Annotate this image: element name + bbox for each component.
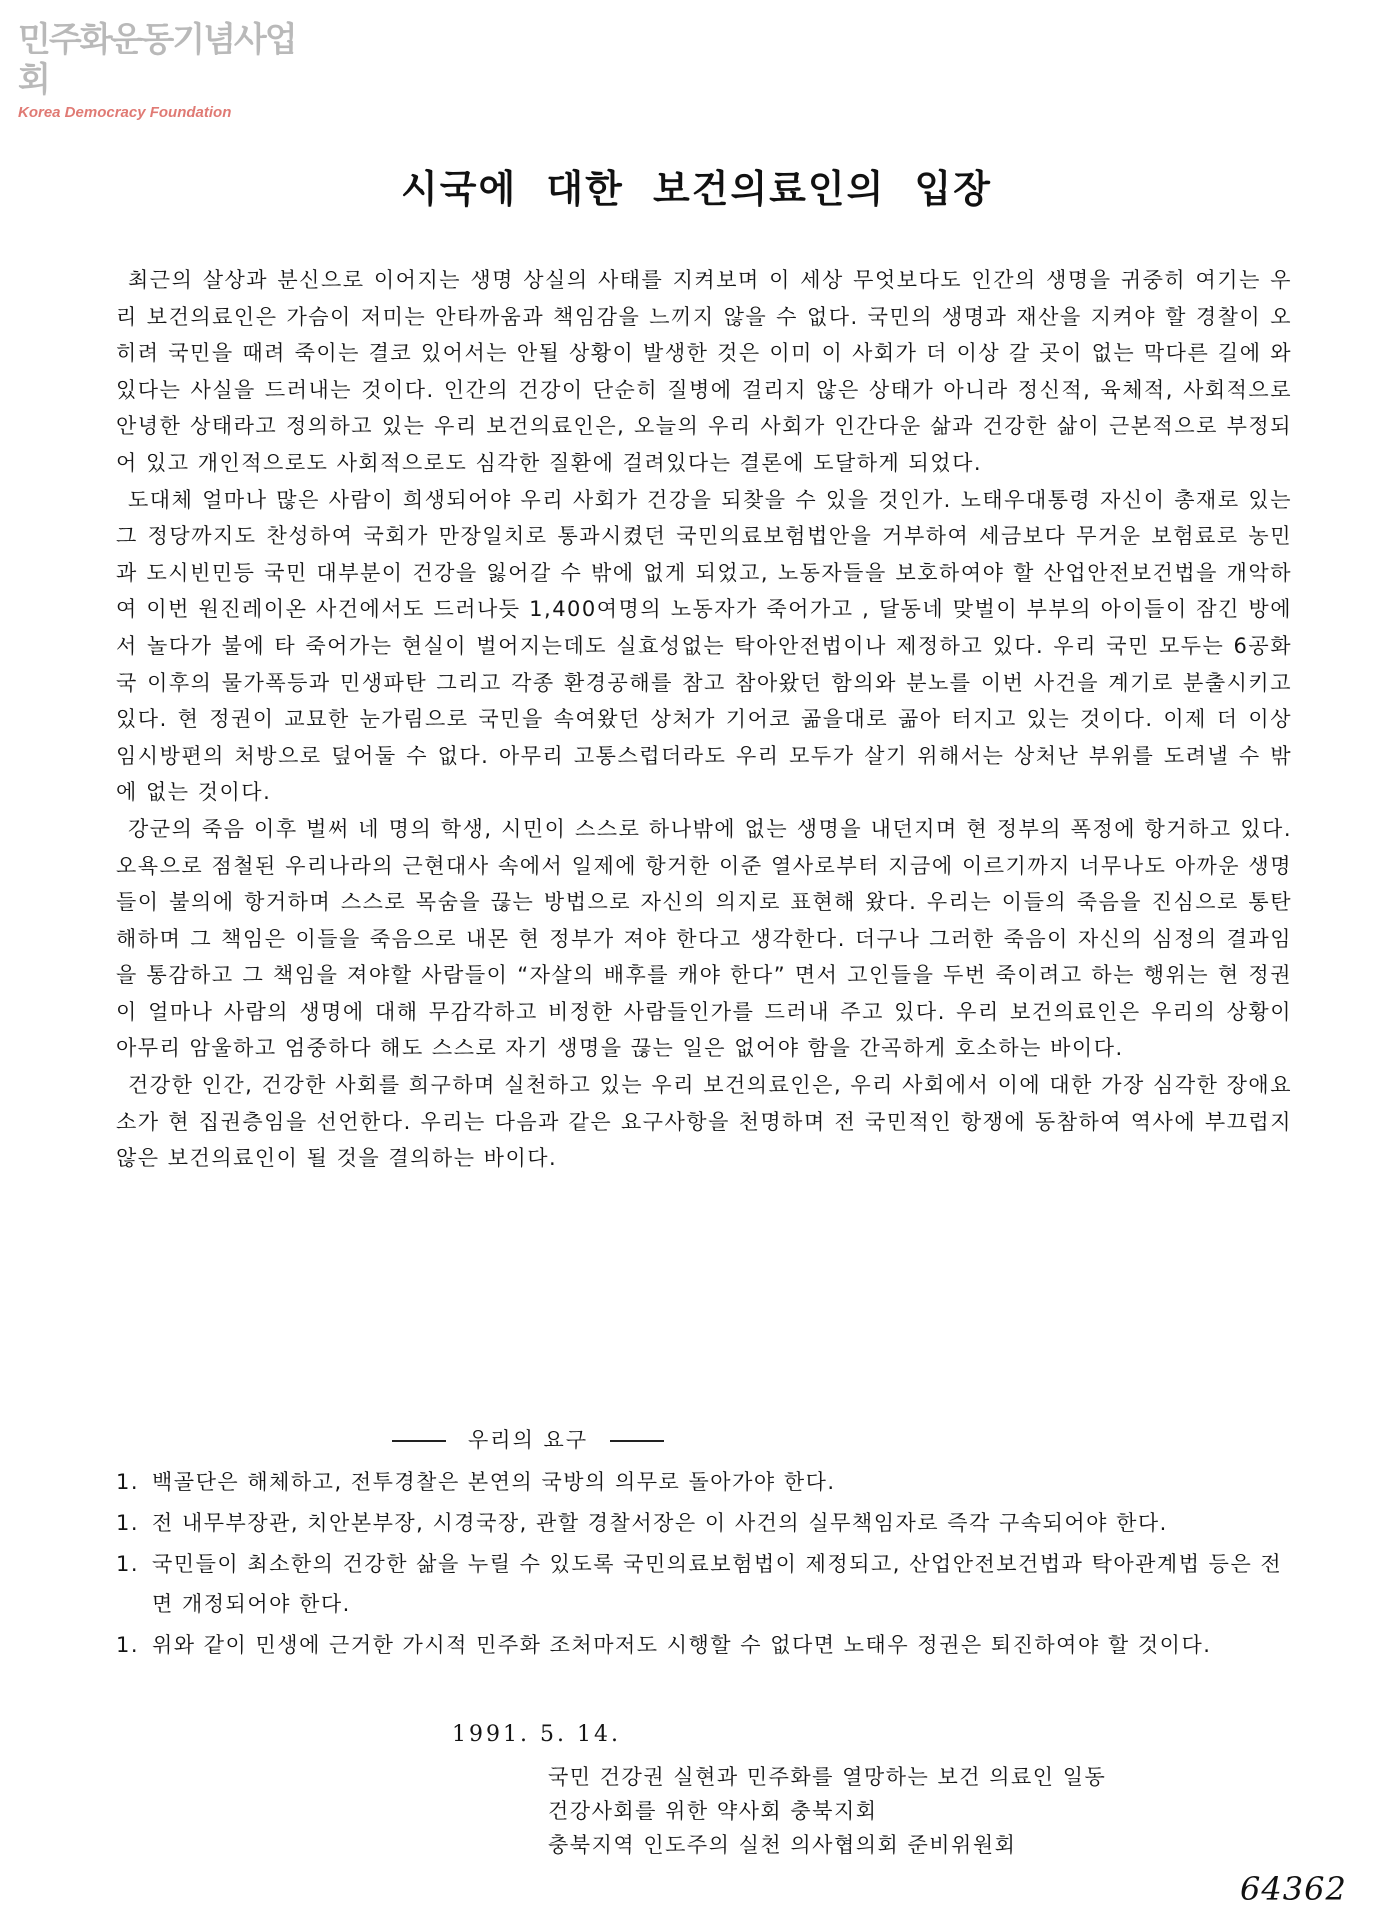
demands-heading-label: 우리의 요구 — [468, 1428, 589, 1452]
demand-item — [116, 1462, 1296, 1502]
demands-list — [116, 1462, 1296, 1666]
heading-dash-right — [610, 1440, 664, 1442]
watermark-org-english: Korea Democracy Foundation — [18, 104, 232, 121]
demand-number: 1. — [116, 1470, 140, 1494]
paragraph-1: 최근의 살상과 분신으로 이어지는 생명 상실의 사태를 지켜보며 이 세상 무엇보다도 인간의 생명을 귀중히 여기는 우리 보건의료인은 가슴이 저미는 안타까움과 책임감을 느끼지 않을 수 없다. 국민의 생명과 재산을 지켜야 할 경찰이 오히려 국민을 때려 죽이는 결코 있어서는 안될 상황이 발생한 것은 이미 이 사회가 더 이상 갈 곳이 없는 막다른 길에 와 있다는 사실을 드러내는 것이다. 인간의 건강이 단순히 질병에 걸리지 않은 상태가 아니라 정신적, 육체적, 사회적으로 안녕한 상태라고 정의하고 있는 우리 보건의료인은, 오늘의 우리 사회가 인간다운 삶과 건강한 삶이 근본적으로 부정되어 있고 개인적으로도 사회적으로도 심각한 질환에 걸려있다는 결론에 도달하게 되었다. — [116, 268, 1292, 475]
heading-dash-left — [392, 1440, 446, 1442]
paragraph-2: 도대체 얼마나 많은 사람이 희생되어야 우리 사회가 건강을 되찾을 수 있을 것인가. 노태우대통령 자신이 총재로 있는 그 정당까지도 찬성하여 국회가 만장일치로 통과시켰던 국민의료보험법안을 거부하여 세금보다 무거운 보험료로 농민과 도시빈민등 국민 대부분이 건강을 잃어갈 수 밖에 없게 되었고, 노동자들을 보호하여야 할 산업안전보건법을 개악하여 이번 원진레이온 사건에서도 드러나듯 1,400여명의 노동자가 죽어가고 , 달동네 맞벌이 부부의 아이들이 잠긴 방에서 놀다가 불에 타 죽어가는 현실이 벌어지는데도 실효성없는 탁아안전법이나 제정하고 있다. 우리 국민 모두는 6공화국 이후의 물가폭등과 민생파탄 그리고 각종 환경공해를 참고 참아왔던 함의와 분노를 이번 사건을 계기로 분출시키고 있다. 현 정권이 교묘한 눈가림으로 국민을 속여왔던 상처가 기어코 곪을대로 곪아 터지고 있는 것이다. 이제 더 이상 임시방편의 처방으로 덮어둘 수 없다. 아무리 고통스럽더라도 우리 모두가 살기 위해서는 상처난 부위를 도려낼 수 밖에 없는 것이다. — [116, 487, 1292, 805]
demand-text: 국민들이 최소한의 건강한 삶을 누릴 수 있도록 국민의료보험법이 제정되고, 산업안전보건법과 탁아관계법 등은 전면 개정되어야 한다. — [152, 1552, 1283, 1616]
demand-number: 1. — [116, 1511, 140, 1535]
signer-line: 건강사회를 위한 약사회 충북지회 — [548, 1799, 878, 1823]
archive-number: 64362 — [1240, 1870, 1347, 1908]
demand-item — [116, 1625, 1296, 1665]
demand-text: 위와 같이 민생에 근거한 가시적 민주화 조처마저도 시행할 수 없다면 노태우 정권은 퇴진하여야 할 것이다. — [152, 1633, 1212, 1657]
document-date: 1991. 5. 14. — [452, 1722, 621, 1747]
demand-item — [116, 1503, 1296, 1543]
signers-block — [548, 1760, 1106, 1862]
demand-number: 1. — [116, 1633, 140, 1657]
demand-text: 전 내무부장관, 치안본부장, 시경국장, 관할 경찰서장은 이 사건의 실무책임자로 즉각 구속되어야 한다. — [152, 1511, 1168, 1535]
watermark-logo — [18, 20, 318, 122]
watermark-org-korean: 민주화운동기념사업회 — [18, 20, 296, 100]
demand-item — [116, 1544, 1296, 1624]
demand-text: 백골단은 해체하고, 전투경찰은 본연의 국방의 의무로 돌아가야 한다. — [152, 1470, 836, 1494]
document-body — [116, 262, 1292, 1177]
paragraph-3: 강군의 죽음 이후 벌써 네 명의 학생, 시민이 스스로 하나밖에 없는 생명을 내던지며 현 정부의 폭정에 항거하고 있다. 오욕으로 점철된 우리나라의 근현대사 속에서 일제에 항거한 이준 열사로부터 지금에 이르기까지 너무나도 아까운 생명들이 불의에 항거하며 스스로 목숨을 끊는 방법으로 자신의 의지로 표현해 왔다. 우리는 이들의 죽음을 진심으로 통탄해하며 그 책임은 이들을 죽음으로 내몬 현 정부가 져야 한다고 생각한다. 더구나 그러한 죽음이 자신의 심정의 결과임을 통감하고 그 책임을 져야할 사람들이 “자살의 배후를 캐야 한다” 면서 고인들을 두번 죽이려고 하는 행위는 현 정권이 얼마나 사람의 생명에 대해 무감각하고 비정한 사람들인가를 드러내 주고 있다. 우리 보건의료인은 우리의 상황이 아무리 암울하고 엄중하다 해도 스스로 자기 생명을 끊는 일은 없어야 함을 간곡하게 호소하는 바이다. — [116, 816, 1292, 1061]
signer-line: 충북지역 인도주의 실천 의사협의회 준비위원회 — [548, 1833, 1017, 1857]
demand-number: 1. — [116, 1552, 140, 1576]
paragraph-4: 건강한 인간, 건강한 사회를 희구하며 실천하고 있는 우리 보건의료인은, 우리 사회에서 이에 대한 가장 심각한 장애요소가 현 집권층임을 선언한다. 우리는 다음과 같은 요구사항을 천명하며 전 국민적인 항쟁에 동참하여 역사에 부끄럽지 않은 보건의료인이 될 것을 결의하는 바이다. — [116, 1073, 1292, 1171]
demands-heading — [370, 1424, 686, 1454]
signer-line: 국민 건강권 실현과 민주화를 열망하는 보건 의료인 일동 — [548, 1765, 1107, 1789]
document-title: 시국에 대한 보건의료인의 입장 — [401, 166, 992, 211]
